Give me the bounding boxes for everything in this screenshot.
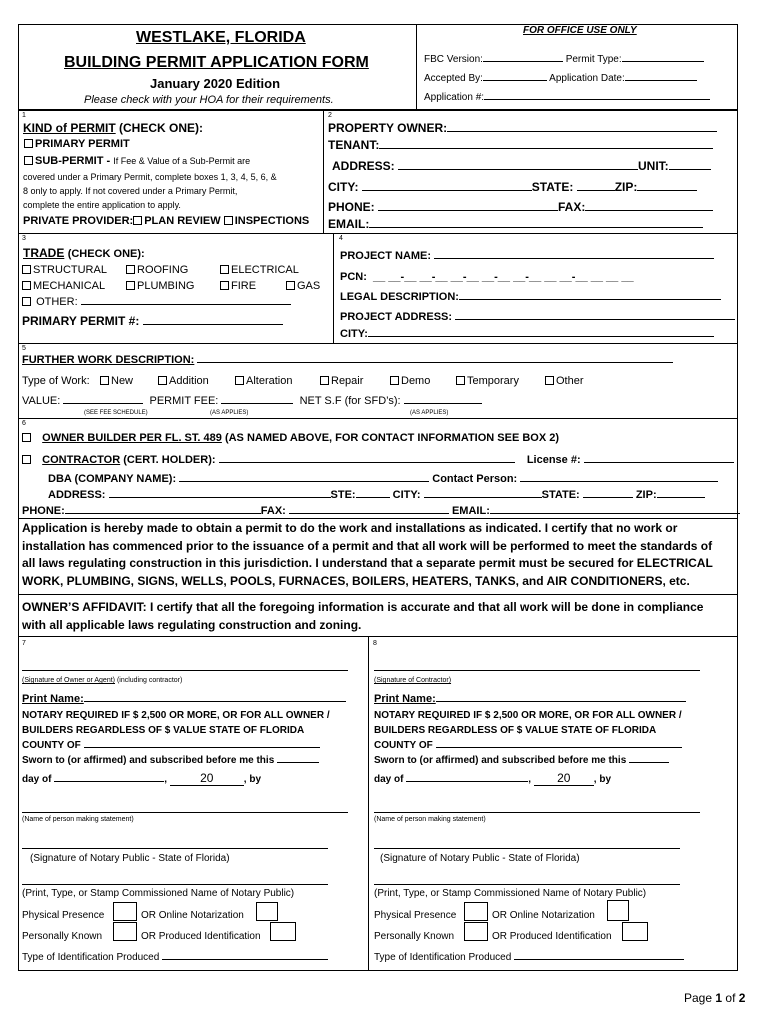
email-label: EMAIL: bbox=[328, 217, 370, 231]
value-field[interactable] bbox=[63, 403, 143, 404]
contractor-online-box[interactable] bbox=[607, 900, 629, 921]
contractor-sworn-text: Sworn to (or affirmed) and subscribed before me this bbox=[374, 755, 627, 766]
contractor-personally-box[interactable] bbox=[464, 922, 488, 941]
primary-permit-label: PRIMARY PERMIT bbox=[35, 138, 130, 150]
owner-physical-label: Physical Presence bbox=[22, 910, 105, 921]
accepted-by-label bbox=[424, 74, 697, 84]
permit-type-text: Permit Type: bbox=[565, 54, 622, 65]
project-address-row bbox=[340, 312, 735, 323]
primary-permit-checkbox[interactable] bbox=[24, 139, 33, 148]
owner-county-label: COUNTY OF bbox=[22, 740, 81, 751]
contractor-produced-box[interactable] bbox=[622, 922, 648, 941]
work-repair-option[interactable] bbox=[320, 376, 363, 387]
contractor-by-text: , by bbox=[593, 774, 612, 785]
primary-permit-no-label: PRIMARY PERMIT #: bbox=[22, 314, 140, 328]
work-new-checkbox[interactable] bbox=[100, 376, 109, 385]
pcn-field[interactable]: __ __-__ __-__ __-__ __-__ __-__ __ __-__ __ __ __ bbox=[373, 271, 634, 283]
contractor-signature-line[interactable] bbox=[374, 670, 700, 671]
contractor-zip-field[interactable] bbox=[657, 497, 705, 498]
page-prefix: Page bbox=[684, 991, 713, 1005]
box4-number: 4 bbox=[339, 235, 343, 242]
sub-permit-checkbox[interactable] bbox=[24, 156, 33, 165]
page-of: of bbox=[725, 991, 736, 1005]
work-repair-label: Repair bbox=[331, 375, 364, 387]
work-other-option[interactable] bbox=[545, 376, 584, 387]
fax-field[interactable] bbox=[585, 210, 713, 211]
other-checkbox[interactable] bbox=[22, 297, 31, 306]
contractor-day-label: day of bbox=[374, 774, 404, 785]
box7-number: 7 bbox=[22, 640, 26, 647]
fax-label: FAX: bbox=[558, 200, 586, 214]
box6-number: 6 bbox=[22, 420, 26, 427]
unit-field[interactable] bbox=[669, 169, 711, 170]
owner-produced-label: OR Produced Identification bbox=[141, 931, 261, 942]
fire-label: FIRE bbox=[231, 280, 257, 292]
contractor-id-type-label: Type of Identification Produced bbox=[374, 952, 512, 963]
plumbing-option[interactable] bbox=[126, 281, 194, 292]
owner-id-type-field[interactable] bbox=[162, 959, 328, 960]
electrical-checkbox[interactable] bbox=[220, 265, 229, 274]
contractor-zip-label: ZIP: bbox=[635, 489, 657, 501]
sub-permit-label: SUB-PERMIT - bbox=[35, 155, 111, 167]
plan-review-label: PLAN REVIEW bbox=[144, 215, 221, 227]
application-no-field[interactable] bbox=[484, 99, 710, 100]
contractor-name-statement-line[interactable] bbox=[374, 812, 700, 813]
structural-option[interactable] bbox=[22, 265, 107, 276]
owner-print-name-label: Print Name: bbox=[22, 693, 84, 705]
owner-id-type-row bbox=[22, 953, 328, 963]
project-address-field[interactable] bbox=[455, 319, 735, 320]
fbc-version-label bbox=[424, 55, 704, 65]
work-addition-checkbox[interactable] bbox=[158, 376, 167, 385]
ste-field[interactable] bbox=[356, 497, 390, 498]
legal-field[interactable] bbox=[459, 299, 721, 300]
roofing-option[interactable] bbox=[126, 265, 188, 276]
permit-fee-label: PERMIT FEE: bbox=[149, 395, 219, 407]
page-indicator bbox=[684, 992, 745, 1004]
form-title: BUILDING PERMIT APPLICATION FORM bbox=[64, 54, 369, 71]
owner-builder-note: (AS NAMED ABOVE, FOR CONTACT INFORMATION SEE BOX 2) bbox=[224, 432, 560, 444]
owner-by-text: , by bbox=[243, 774, 262, 785]
kind-of-permit bbox=[23, 122, 203, 134]
contractor-id-type-row bbox=[374, 953, 684, 963]
owner-notary-sig-label: (Signature of Notary Public - State of Florida) bbox=[30, 853, 230, 864]
further-row bbox=[22, 355, 673, 366]
pcn-label: PCN: bbox=[340, 271, 367, 283]
fbc-version-field[interactable] bbox=[483, 61, 563, 62]
value-label: VALUE: bbox=[22, 395, 61, 407]
contractor-signature-label: (Signature of Contractor) bbox=[374, 677, 452, 684]
contractor-county-field[interactable] bbox=[436, 747, 682, 748]
owner-print-name-field[interactable] bbox=[84, 701, 346, 702]
work-other-label: Other bbox=[556, 375, 584, 387]
box3-number: 3 bbox=[22, 235, 26, 242]
owner-physical-box[interactable] bbox=[113, 902, 137, 921]
other-label: OTHER: bbox=[36, 296, 78, 308]
contractor-notary-1: NOTARY REQUIRED IF $ 2,500 OR MORE, OR FOR ALL OWNER / bbox=[374, 710, 682, 721]
contractor-city-label: CITY: bbox=[392, 489, 421, 501]
pcn-row bbox=[340, 272, 634, 283]
gas-option[interactable] bbox=[286, 281, 320, 292]
sub-note-2: covered under a Primary Permit, complete boxes 1, 3, 4, 5, 6, & bbox=[23, 172, 277, 182]
owner-day-row: day of , 20 , by bbox=[22, 771, 262, 785]
ste-label: STE: bbox=[330, 489, 356, 501]
contractor-address-label: ADDRESS: bbox=[48, 489, 106, 501]
work-new-label: New bbox=[111, 375, 134, 387]
tenant-row bbox=[328, 139, 713, 151]
trade-label: TRADE bbox=[23, 246, 65, 260]
contractor-state-label: STATE: bbox=[541, 489, 580, 501]
contractor-sworn-row bbox=[374, 756, 669, 766]
sub-note-4: complete the entire application to apply. bbox=[23, 200, 181, 210]
owner-year-field[interactable] bbox=[170, 772, 244, 786]
owner-sworn-text: Sworn to (or affirmed) and subscribed before me this bbox=[22, 755, 275, 766]
edition: January 2020 Edition bbox=[150, 76, 281, 91]
owner-produced-box[interactable] bbox=[270, 922, 296, 941]
project-address-label: PROJECT ADDRESS: bbox=[340, 311, 453, 323]
contractor-state-field[interactable] bbox=[583, 497, 633, 498]
contractor-print-type-label: (Print, Type, or Stamp Commissioned Name of Notary Public) bbox=[374, 888, 647, 899]
other-field[interactable] bbox=[81, 304, 291, 305]
owner-signature-line[interactable] bbox=[22, 670, 348, 671]
contractor-phone-field[interactable] bbox=[65, 513, 261, 514]
type-of-work-row bbox=[22, 376, 90, 387]
contractor-day-row: day of , 20 , by bbox=[374, 771, 612, 785]
contractor-county-row bbox=[374, 741, 682, 751]
contractor-phone-row bbox=[22, 506, 740, 517]
contractor-checkbox[interactable] bbox=[22, 455, 31, 464]
work-new-option[interactable] bbox=[100, 376, 133, 387]
contractor-online-label: OR Online Notarization bbox=[492, 910, 595, 921]
statement-line-1: Application is hereby made to obtain a permit to do the work and installations as indicated. I certify that no work or bbox=[22, 521, 678, 535]
work-demo-option[interactable] bbox=[390, 376, 430, 387]
owner-county-field[interactable] bbox=[84, 747, 320, 748]
work-temporary-label: Temporary bbox=[467, 375, 519, 387]
permit-fee-field[interactable] bbox=[221, 403, 293, 404]
page-number: 1 bbox=[715, 991, 723, 1005]
address-field[interactable] bbox=[398, 169, 638, 170]
gas-checkbox[interactable] bbox=[286, 281, 295, 290]
work-addition-option[interactable] bbox=[158, 376, 209, 387]
email-row bbox=[328, 218, 703, 230]
contractor-fax-field[interactable] bbox=[289, 513, 449, 514]
contractor-city-field[interactable] bbox=[424, 497, 542, 498]
kind-title: KIND of PERMIT bbox=[23, 121, 116, 135]
roofing-label: ROOFING bbox=[137, 264, 189, 276]
further-label: FURTHER WORK DESCRIPTION: bbox=[22, 354, 195, 366]
page-total: 2 bbox=[738, 991, 746, 1005]
box5-number: 5 bbox=[22, 345, 26, 352]
owner-id-type-label: Type of Identification Produced bbox=[22, 952, 160, 963]
owner-notary-sig-line[interactable] bbox=[22, 848, 328, 849]
owner-print-type-label: (Print, Type, or Stamp Commissioned Name of Notary Public) bbox=[22, 888, 295, 899]
contractor-physical-label: Physical Presence bbox=[374, 910, 457, 921]
license-field[interactable] bbox=[584, 462, 734, 463]
legal-label: LEGAL DESCRIPTION: bbox=[340, 291, 459, 303]
application-date-text: Application Date: bbox=[549, 73, 625, 84]
net-sf-label: NET S.F (for SFD’s): bbox=[299, 395, 401, 407]
owner-field[interactable] bbox=[447, 131, 717, 132]
contractor-fax-label: FAX: bbox=[260, 505, 286, 517]
work-repair-checkbox[interactable] bbox=[320, 376, 329, 385]
owner-builder-label: OWNER BUILDER PER FL. ST. 489 bbox=[42, 432, 222, 444]
trade-check-one: (CHECK ONE): bbox=[67, 248, 145, 260]
work-alteration-label: Alteration bbox=[246, 375, 293, 387]
owner-builder-row[interactable] bbox=[22, 433, 559, 444]
statement-line-4: WORK, PLUMBING, SIGNS, WELLS, POOLS, FURNACES, BOILERS, HEATERS, TANKS, and AIR CONDITIONERS, etc. bbox=[22, 574, 690, 588]
city-row bbox=[328, 181, 697, 193]
project-city-field[interactable] bbox=[368, 336, 714, 337]
tenant-field[interactable] bbox=[379, 148, 713, 149]
state-field[interactable] bbox=[577, 190, 615, 191]
owner-sig-text: (Signature of Owner or Agent) bbox=[22, 677, 115, 684]
application-no-label bbox=[424, 93, 710, 103]
contractor-sworn-field[interactable] bbox=[629, 762, 669, 763]
work-addition-label: Addition bbox=[169, 375, 209, 387]
contact-label: Contact Person: bbox=[432, 473, 518, 485]
dba-field[interactable] bbox=[179, 481, 429, 482]
contractor-year-text: 20 bbox=[557, 771, 571, 785]
plumbing-checkbox[interactable] bbox=[126, 281, 135, 290]
primary-permit-option[interactable] bbox=[24, 139, 130, 150]
city-title: WESTLAKE, FLORIDA bbox=[136, 29, 306, 46]
accepted-by-field[interactable] bbox=[483, 80, 547, 81]
contractor-label: CONTRACTOR bbox=[42, 454, 121, 466]
owner-signature-label bbox=[22, 677, 182, 684]
city-field[interactable] bbox=[362, 190, 532, 191]
statement-line-2: installation has commenced prior to the issuance of a permit and that all work will be performed to meet the standards of bbox=[22, 539, 713, 553]
contractor-physical-box[interactable] bbox=[464, 902, 488, 921]
contact-field[interactable] bbox=[520, 481, 718, 482]
inspections-label: INSPECTIONS bbox=[234, 215, 310, 227]
statement-line-3: all laws regulating construction in this jurisdiction. I understand that a separate permit must be secured for ELECTRICAL bbox=[22, 556, 713, 570]
fbc-version-text: FBC Version: bbox=[424, 54, 483, 65]
state-label: STATE: bbox=[531, 180, 574, 194]
city-label: CITY: bbox=[328, 180, 359, 194]
owner-year-text: 20 bbox=[200, 771, 214, 785]
contractor-day-field[interactable] bbox=[406, 781, 528, 782]
further-field[interactable] bbox=[197, 362, 673, 363]
contractor-email-field[interactable] bbox=[490, 513, 740, 514]
mechanical-checkbox[interactable] bbox=[22, 281, 31, 290]
contractor-address-field[interactable] bbox=[109, 497, 331, 498]
office-use-title: FOR OFFICE USE ONLY bbox=[523, 25, 637, 36]
zip-label: ZIP: bbox=[614, 180, 638, 194]
hoa-note: Please check with your HOA for their requirements. bbox=[84, 94, 334, 106]
work-demo-checkbox[interactable] bbox=[390, 376, 399, 385]
dba-row bbox=[48, 474, 718, 485]
type-of-work-label: Type of Work: bbox=[22, 375, 90, 387]
zip-field[interactable] bbox=[637, 190, 697, 191]
roofing-checkbox[interactable] bbox=[126, 265, 135, 274]
contractor-name-statement-label: (Name of person making statement) bbox=[374, 816, 486, 823]
owner-print-name-row bbox=[22, 694, 346, 705]
sub-note-3: 8 only to apply. If not covered under a Primary Permit, bbox=[23, 186, 238, 196]
box1-number: 1 bbox=[22, 112, 26, 119]
owner-personally-box[interactable] bbox=[113, 922, 137, 941]
application-date-field[interactable] bbox=[625, 80, 697, 81]
email-field[interactable] bbox=[369, 227, 703, 228]
other-option[interactable] bbox=[22, 297, 291, 308]
box2-number: 2 bbox=[328, 112, 332, 119]
phone-row bbox=[328, 201, 713, 213]
owner-sworn-field[interactable] bbox=[277, 762, 319, 763]
trade-title bbox=[23, 247, 145, 260]
contractor-print-name-row bbox=[374, 694, 686, 705]
contractor-notary-sig-label: (Signature of Notary Public - State of Florida) bbox=[380, 853, 580, 864]
kind-check-one: (CHECK ONE): bbox=[119, 121, 204, 135]
owner-builder-checkbox[interactable] bbox=[22, 433, 31, 442]
work-demo-label: Demo bbox=[401, 375, 431, 387]
owner-day-field[interactable] bbox=[54, 781, 164, 782]
contractor-print-name-field[interactable] bbox=[436, 701, 686, 702]
contractor-email-label: EMAIL: bbox=[451, 505, 490, 517]
address-label: ADDRESS: bbox=[332, 159, 395, 173]
owner-print-type-line[interactable] bbox=[22, 884, 328, 885]
owner-online-box[interactable] bbox=[256, 902, 278, 921]
owner-online-label: OR Online Notarization bbox=[141, 910, 244, 921]
work-alteration-checkbox[interactable] bbox=[235, 376, 244, 385]
phone-label: PHONE: bbox=[328, 200, 375, 214]
unit-label: UNIT: bbox=[638, 159, 669, 173]
contractor-print-type-line[interactable] bbox=[374, 884, 680, 885]
mechanical-option[interactable] bbox=[22, 281, 105, 292]
owner-sworn-row bbox=[22, 756, 319, 766]
electrical-option[interactable] bbox=[220, 265, 299, 276]
tenant-label: TENANT: bbox=[328, 138, 380, 152]
owner-name-statement-label: (Name of person making statement) bbox=[22, 816, 134, 823]
owner-notary-1: NOTARY REQUIRED IF $ 2,500 OR MORE, OR FOR ALL OWNER / bbox=[22, 710, 330, 721]
owner-county-row bbox=[22, 741, 320, 751]
contractor-notary-2: BUILDERS REGARDLESS OF $ VALUE STATE OF FLORIDA bbox=[374, 725, 657, 736]
contractor-personally-label: Personally Known bbox=[374, 931, 455, 942]
fire-checkbox[interactable] bbox=[220, 281, 229, 290]
fire-option[interactable] bbox=[220, 281, 256, 292]
permit-type-field[interactable] bbox=[622, 61, 704, 62]
work-other-checkbox[interactable] bbox=[545, 376, 554, 385]
legal-row bbox=[340, 292, 721, 303]
work-temporary-checkbox[interactable] bbox=[456, 376, 465, 385]
application-no-text: Application #: bbox=[424, 92, 485, 103]
project-name-label: PROJECT NAME: bbox=[340, 250, 432, 262]
contractor-county-label: COUNTY OF bbox=[374, 740, 433, 751]
gas-label: GAS bbox=[297, 280, 321, 292]
work-alteration-option[interactable] bbox=[235, 376, 292, 387]
owner-day-label: day of bbox=[22, 774, 52, 785]
owner-personally-label: Personally Known bbox=[22, 931, 103, 942]
as-applies-note-1: (AS APPLIES) bbox=[210, 410, 249, 416]
dba-label: DBA (COMPANY NAME): bbox=[48, 473, 177, 485]
contractor-year-field[interactable] bbox=[534, 772, 594, 786]
owner-sig-including: (including contractor) bbox=[116, 677, 183, 684]
affidavit-line-2: with all applicable laws regulating construction and zoning. bbox=[22, 618, 362, 632]
sub-note-1: If Fee & Value of a Sub-Permit are bbox=[113, 156, 251, 166]
affidavit-line-1: OWNER’S AFFIDAVIT: I certify that all the foregoing information is accurate and that all work will be done in compliance bbox=[22, 600, 704, 614]
contractor-notary-sig-line[interactable] bbox=[374, 848, 680, 849]
owner-row bbox=[328, 122, 717, 134]
primary-permit-row bbox=[22, 315, 283, 327]
address-row bbox=[332, 160, 711, 172]
box8-number: 8 bbox=[373, 640, 377, 647]
license-label: License #: bbox=[526, 454, 581, 466]
project-city-label: CITY: bbox=[340, 328, 368, 340]
private-provider-label: PRIVATE PROVIDER: bbox=[23, 215, 134, 227]
phone-field[interactable] bbox=[378, 210, 558, 211]
inspections-checkbox[interactable] bbox=[224, 216, 233, 225]
structural-label: STRUCTURAL bbox=[33, 264, 107, 276]
contractor-phone-label: PHONE: bbox=[22, 505, 65, 517]
see-fee-note: (SEE FEE SCHEDULE) bbox=[84, 410, 148, 416]
sub-permit-option[interactable] bbox=[24, 156, 250, 167]
private-provider-row bbox=[23, 216, 309, 227]
cert-holder-label: (CERT. HOLDER): bbox=[123, 454, 216, 466]
value-row bbox=[22, 396, 482, 407]
project-name-row bbox=[340, 251, 714, 262]
primary-permit-no-field[interactable] bbox=[143, 324, 283, 325]
mechanical-label: MECHANICAL bbox=[33, 280, 106, 292]
contractor-print-name-label: Print Name: bbox=[374, 693, 436, 705]
owner-notary-2: BUILDERS REGARDLESS OF $ VALUE STATE OF FLORIDA bbox=[22, 725, 305, 736]
structural-checkbox[interactable] bbox=[22, 265, 31, 274]
contractor-address-row bbox=[48, 490, 705, 501]
work-temporary-option[interactable] bbox=[456, 376, 519, 387]
contractor-produced-label: OR Produced Identification bbox=[492, 931, 612, 942]
project-name-field[interactable] bbox=[434, 258, 714, 259]
contractor-id-type-field[interactable] bbox=[514, 959, 684, 960]
accepted-by-text: Accepted By: bbox=[424, 73, 483, 84]
owner-name-statement-line[interactable] bbox=[22, 812, 348, 813]
net-sf-field[interactable] bbox=[404, 403, 482, 404]
contractor-field[interactable] bbox=[219, 462, 515, 463]
electrical-label: ELECTRICAL bbox=[231, 264, 299, 276]
contractor-row bbox=[22, 455, 734, 466]
plan-review-checkbox[interactable] bbox=[133, 216, 142, 225]
plumbing-label: PLUMBING bbox=[137, 280, 195, 292]
owner-label: PROPERTY OWNER: bbox=[328, 121, 448, 135]
as-applies-note-2: (AS APPLIES) bbox=[410, 410, 449, 416]
project-city-row bbox=[340, 329, 714, 340]
